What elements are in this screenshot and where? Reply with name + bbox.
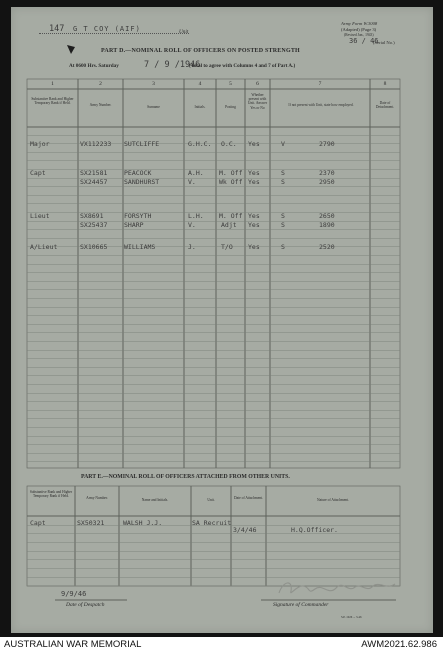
row-1-rank: Major [30, 140, 50, 148]
row-3-initials: V. [188, 178, 196, 186]
row-4-rank: Lieut [30, 212, 50, 220]
row-5-present: Yes [248, 221, 260, 229]
row-3-present: Yes [248, 178, 260, 186]
row-1-number: VX112233 [80, 140, 112, 148]
part-e-header-rank: Substantive Rank and Higher Temporary Rank if Held. [29, 490, 73, 499]
row-3-posting: Wk Off [219, 178, 243, 186]
row-6-initials: J. [188, 243, 196, 251]
unit-label: Unit [179, 29, 189, 35]
row-1-posting: O.C. [221, 140, 237, 148]
row-4-col7b: 2650 [319, 212, 335, 220]
part-e-header-nature: Nature of Attachment. [316, 498, 350, 502]
commander-label: Signature of Commander [273, 602, 329, 608]
part-e-row-date: 3/4/46 [233, 526, 257, 534]
row-4-posting: M. Off [219, 212, 243, 220]
row-3-number: SX24457 [80, 178, 108, 186]
part-e-row-name: WALSH J.J. [123, 519, 163, 527]
part-e-header-name: Name and Initials. [141, 498, 169, 502]
row-2-col7a: S [281, 169, 285, 177]
row-6-surname: WILLIAMS [124, 243, 156, 251]
col-header-surname: Surname [147, 105, 160, 109]
row-2-posting: M. Off [219, 169, 243, 177]
form-line-2: (Adapted) (Page 3) [341, 27, 377, 32]
row-3-col7b: 2950 [319, 178, 335, 186]
row-2-surname: PEACOCK [124, 169, 152, 177]
part-e-header-date: Date of Attachment. [233, 496, 264, 500]
as-at-note: (Total to agree with Columns 4 and 7 of Part A.) [189, 63, 296, 69]
part-e-row-rank: Capt [30, 519, 46, 527]
row-5-surname: SHARP [124, 221, 144, 229]
row-1-col7b: 2790 [319, 140, 335, 148]
col-header-detachment-date: Date of Detachment. [375, 101, 395, 110]
document-page [11, 7, 433, 633]
row-2-present: Yes [248, 169, 260, 177]
row-2-number: SX21581 [80, 169, 108, 177]
row-1-initials: G.H.C. [188, 140, 212, 148]
unit-name: G T COY (AIF) [73, 25, 141, 33]
col-number-1: 1 [51, 81, 54, 87]
col-header-initials: Initials. [194, 105, 206, 109]
col-number-8: 8 [383, 81, 387, 87]
part-e-header-unit: Unit. [207, 498, 215, 502]
row-1-surname: SUTCLIFFE [124, 140, 160, 148]
row-2-rank: Capt [30, 169, 46, 177]
part-e-title: PART E.—NOMINAL ROLL OF OFFICERS ATTACHED FROM OTHER UNITS. [81, 474, 290, 480]
row-4-initials: L.H. [188, 212, 204, 220]
row-2-col7b: 2370 [319, 169, 335, 177]
serial-label: (Serial No.) [373, 40, 395, 45]
row-3-surname: SANDHURST [124, 178, 160, 186]
col-number-3: 3 [152, 81, 155, 87]
col-number-7: 7 [318, 81, 322, 87]
row-1-present: Yes [248, 140, 260, 148]
part-d-title: PART D.—NOMINAL ROLL OF OFFICERS ON POSTED STRENGTH [101, 48, 300, 54]
row-2-initials: A.H. [188, 169, 204, 177]
row-5-posting: Adjt [221, 221, 237, 229]
row-3-col7a: S [281, 178, 285, 186]
row-4-surname: FORSYTH [124, 212, 152, 220]
form-line-1: Army Form W.3008 [341, 21, 378, 26]
col-number-4: 4 [198, 81, 202, 87]
row-5-col7b: 1890 [319, 221, 335, 229]
col-header-army-number: Army Number. [89, 103, 112, 107]
row-6-number: SX10665 [80, 243, 108, 251]
unit-dotted-line [39, 33, 189, 34]
footer-accession-number: AWM2021.62.986 [361, 639, 437, 650]
unit-prefix: 147 [49, 24, 65, 34]
col-header-rank: Substantive Rank and Higher Temporary Rank if Held. [31, 97, 74, 106]
footer-institution: AUSTRALIAN WAR MEMORIAL [4, 639, 142, 650]
footer-bar [0, 637, 443, 653]
row-6-posting: T/O [221, 243, 233, 251]
part-e-row-number: SX50321 [77, 519, 105, 527]
form-number: 36 / 46 [349, 37, 379, 45]
col-header-present: Whether present with Unit. Answer Yes or No [247, 93, 268, 110]
row-5-initials: V. [188, 221, 196, 229]
row-1-col7a: V [281, 140, 285, 148]
col-header-employment: If not present with Unit, state how employed. [288, 103, 354, 107]
ink-mark [67, 45, 75, 54]
commander-signature [279, 583, 395, 593]
part-e-header-number: Army Number. [86, 496, 108, 500]
col-header-posting: Posting [225, 105, 236, 109]
as-at-label: At 0600 Hrs. Saturday [69, 63, 119, 69]
row-6-rank: A/Lieut [30, 243, 58, 251]
form-line-3: (Revised Jan., 1943) [344, 33, 374, 37]
part-e-row-unit: SA Recruit [192, 519, 232, 527]
col-number-6: 6 [256, 81, 259, 87]
row-4-present: Yes [248, 212, 260, 220]
row-4-number: SX8691 [80, 212, 104, 220]
as-at-date: 7 / 9 /1946 [144, 60, 201, 70]
row-6-present: Yes [248, 243, 260, 251]
row-4-col7a: S [281, 212, 285, 220]
despatch-date: 9/9/46 [61, 590, 87, 598]
despatch-date-label: Date of Despatch [66, 602, 105, 608]
part-e-row-nature: H.Q.Officer. [291, 526, 338, 534]
col-number-2: 2 [99, 81, 102, 87]
col-number-5: 5 [229, 81, 232, 87]
row-6-col7a: S [281, 243, 285, 251]
row-5-number: SX25437 [80, 221, 108, 229]
printer-note: S.P. 1026 ... 3-46 [341, 615, 362, 619]
row-6-col7b: 2520 [319, 243, 335, 251]
row-5-col7a: S [281, 221, 285, 229]
